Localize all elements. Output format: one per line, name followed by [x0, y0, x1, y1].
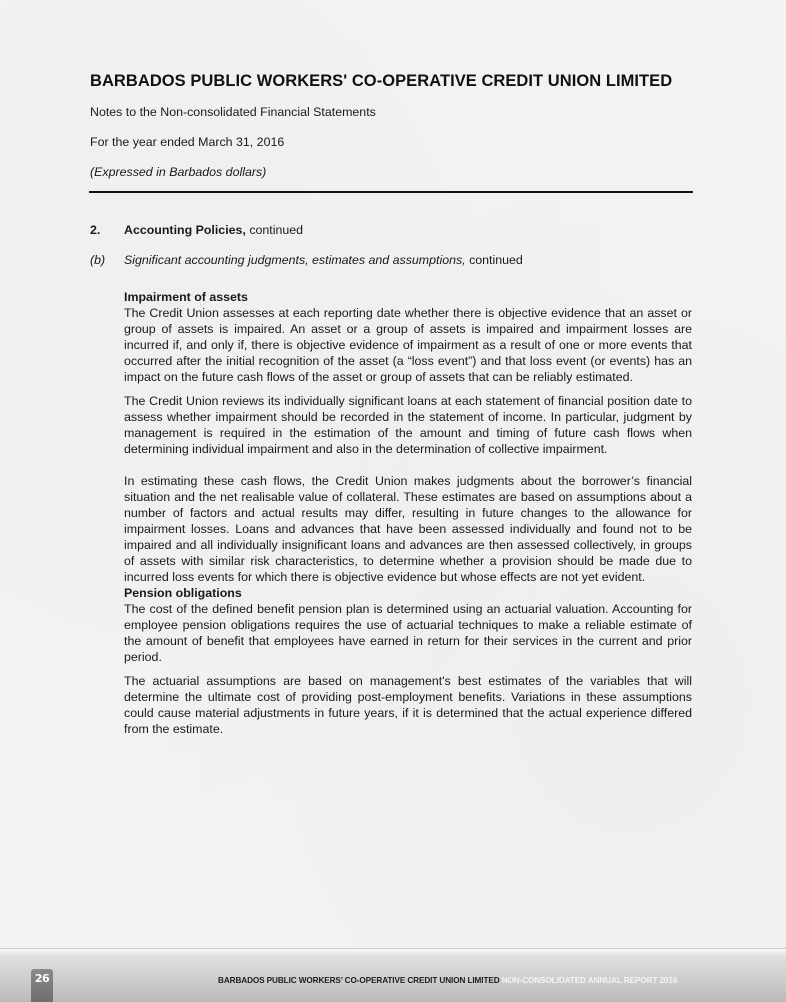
loan-review-paragraph — [124, 393, 692, 457]
page-number: 26 — [34, 972, 50, 985]
footer-report-name: NON-CONSOLIDATED ANNUAL REPORT 2016 — [499, 976, 678, 985]
actuarial-assumptions-paragraph — [124, 673, 692, 737]
subsection-title — [124, 253, 523, 267]
impairment-of-assets-paragraph — [124, 289, 692, 385]
period-line: For the year ended March 31, 2016 — [90, 135, 285, 149]
page-number-tab — [31, 969, 53, 1002]
subsection-title-suffix: continued — [465, 253, 523, 267]
section-number: 2. — [90, 223, 101, 237]
subsection-label: (b) — [90, 253, 106, 267]
section-title — [124, 223, 303, 237]
paragraph-text: The cost of the defined benefit pension plan is determined using an actuarial valuation. Accounting for employee pension obligations requires the use of actuarial techniques to make a reliable estimate of the amount of benefit that employees have earned in return for their services in the current and prior period. — [124, 602, 692, 664]
currency-note: (Expressed in Barbados dollars) — [90, 165, 267, 179]
pension-heading: Pension obligations — [124, 586, 242, 600]
org-title: BARBADOS PUBLIC WORKERS' CO-OPERATIVE CREDIT UNION LIMITED — [90, 72, 673, 90]
section-title-suffix: continued — [245, 223, 304, 237]
paragraph-text: The Credit Union reviews its individually significant loans at each statement of financial position date to assess whether impairment should be recorded in the statement of income. In particular, judgment by management is required in the estimation of the amount and timing of future cash flows when determining individual impairment and also in the determination of collective impairment. — [124, 394, 692, 456]
page-footer — [0, 948, 786, 1002]
footer-org-name: BARBADOS PUBLIC WORKERS’ CO-OPERATIVE CREDIT UNION LIMITED — [218, 976, 500, 985]
subsection-title-italic: Significant accounting judgments, estimates and assumptions, — [124, 253, 466, 267]
cash-flow-estimation-paragraph — [124, 473, 692, 585]
paragraph-text: The Credit Union assesses at each reporting date whether there is objective evidence that an asset or group of assets is impaired. An asset or a group of assets is impaired and impairment losses are incurred if, and only if, there is objective evidence of impairment as a result of one or more events that occurred after the initial recognition of the asset (a “loss event”) and that loss event (or events) has an impact on the future cash flows of the asset or group of assets that can be reliably estimated. — [124, 306, 692, 384]
statement-subtitle: Notes to the Non-consolidated Financial Statements — [90, 105, 376, 119]
section-title-bold: Accounting Policies, — [124, 223, 246, 237]
paragraph-text: In estimating these cash flows, the Credit Union makes judgments about the borrower’s financial situation and the net realisable value of collateral. These estimates are based on assumptions about a number of factors and actual results may differ, resulting in future changes to the allowance for impairment losses. Loans and advances that have been assessed individually and found not to be impaired and all individually insignificant loans and advances are then assessed collectively, in groups of assets with similar risk characteristics, to determine whether a provision should be made due to incurred loss events for which there is objective evidence but whose effects are not yet evident. — [124, 474, 692, 584]
header-divider — [89, 191, 693, 193]
paragraph-text: The actuarial assumptions are based on management's best estimates of the variables that will determine the ultimate cost of providing post-employment benefits. Variations in these assumptions could cause material adjustments in future years, if it is determined that the actual experience differed from the estimate. — [124, 674, 692, 736]
impairment-heading: Impairment of assets — [124, 290, 248, 304]
pension-obligations-paragraph — [124, 585, 692, 665]
footer-text — [218, 976, 677, 985]
